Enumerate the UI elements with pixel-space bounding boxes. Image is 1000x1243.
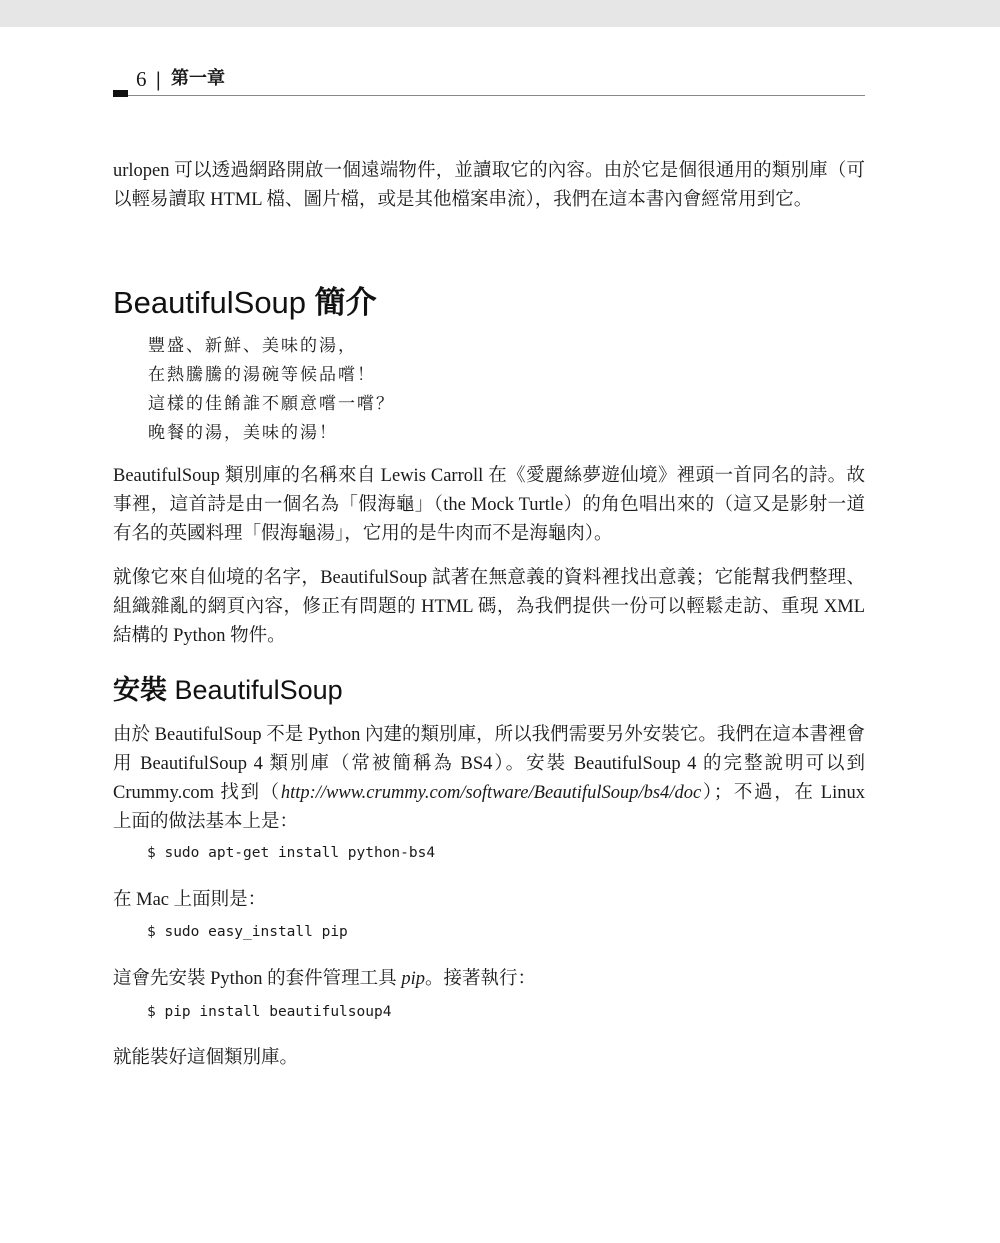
header-separator: | xyxy=(156,67,161,91)
paragraph-install xyxy=(113,721,865,837)
section-heading-latin: BeautifulSoup xyxy=(174,675,343,705)
intro-paragraph: urlopen 可以透過網路開啟一個遠端物件，並讀取它的內容。由於它是個很通用的類別庫（可以輕易讀取 HTML 檔、圖片檔，或是其他檔案串流），我們在這本書內會經常用到它。 xyxy=(113,161,865,210)
paragraph-wonderland: 就像它來自仙境的名字，BeautifulSoup 試著在無意義的資料裡找出意義；它能幫我們整理、組織雜亂的網頁內容，修正有問題的 HTML 碼，為我們提供一份可以輕鬆走訪、重現 XML 結構的 Python 物件。 xyxy=(113,568,865,646)
header-rule xyxy=(128,95,865,96)
chapter-title: 第一章 xyxy=(171,68,225,89)
poem-line: 豐盛、新鮮、美味的湯， xyxy=(148,336,357,355)
section-heading-cjk: 簡介 xyxy=(314,285,377,321)
paragraph-pip xyxy=(113,965,865,994)
paragraph-name-origin: BeautifulSoup 類別庫的名稱來自 Lewis Carroll 在《愛麗絲夢遊仙境》裡頭一首同名的詩。故事裡，這首詩是由一個名為「假海龜」（the Mock Turtle）的角色唱出來的（這又是影射一道有名的英國料理「假海龜湯」，它用的是牛肉而不是海龜肉）。 xyxy=(113,466,865,544)
code-mac: $ sudo easy_install pip xyxy=(147,924,348,940)
section-heading-intro xyxy=(113,284,377,322)
code-pip: $ pip install beautifulsoup4 xyxy=(147,1004,392,1020)
poem-line: 這樣的佳餚誰不願意嚐一嚐？ xyxy=(148,394,395,413)
page-header xyxy=(113,66,865,96)
code-linux: $ sudo apt-get install python-bs4 xyxy=(147,845,436,861)
section-heading-cjk: 安裝 xyxy=(113,675,167,706)
pip-term: pip xyxy=(401,969,425,989)
install-text: 由於 BeautifulSoup 不是 Python 內建的類別庫，所以我們需要另外安裝它。我們在這本書裡會用 BeautifulSoup 4 類別庫（常被簡稱為 BS4）。安裝 BeautifulSoup 4 的完整說明可以到 Crummy.com 找到（ xyxy=(113,725,865,803)
page-number: 6 xyxy=(136,67,147,91)
pip-text: 這會先安裝 Python 的套件管理工具 xyxy=(113,969,402,989)
section-heading-latin: BeautifulSoup xyxy=(113,285,307,320)
poem-line: 在熱騰騰的湯碗等候品嚐！ xyxy=(148,365,376,384)
poem-line: 晚餐的湯，美味的湯！ xyxy=(148,423,338,442)
crummy-doc-link[interactable]: http://www.crummy.com/software/BeautifulSoup/bs4/doc xyxy=(280,783,702,803)
install-text-after: ）；不過，在 Linux 上面的做法基本上是： xyxy=(113,783,865,832)
header-marker xyxy=(113,90,128,97)
section-heading-install xyxy=(113,673,343,708)
poem xyxy=(148,331,395,447)
top-bar xyxy=(0,0,1000,27)
paragraph-mac: 在 Mac 上面則是： xyxy=(113,890,267,910)
pip-text-after: 。接著執行： xyxy=(424,969,536,989)
paragraph-done: 就能裝好這個類別庫。 xyxy=(113,1048,299,1068)
